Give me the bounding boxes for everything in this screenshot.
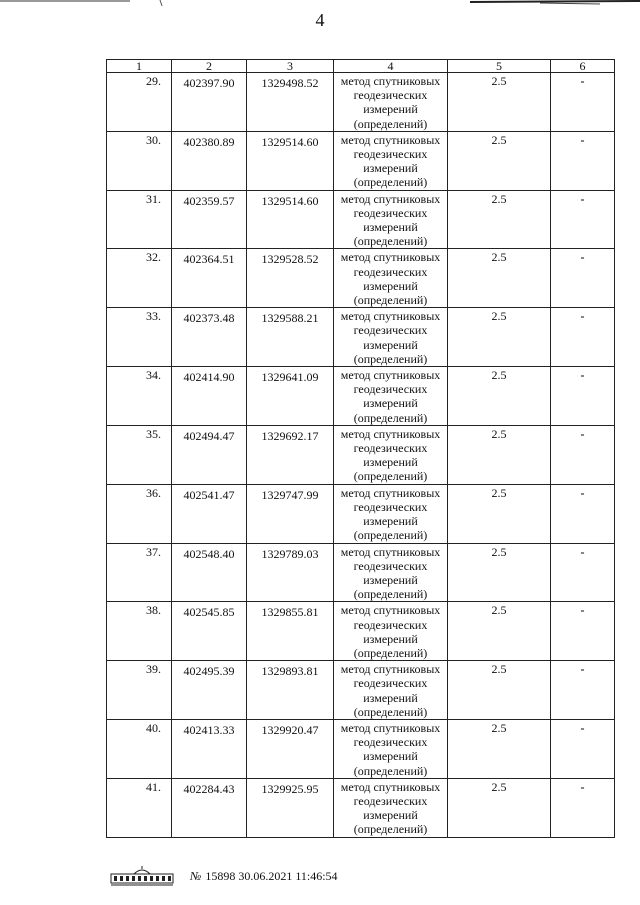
coordinate-y-cell: 1329514.60 [247,190,334,249]
coordinate-x-cell: 402548.40 [172,543,247,602]
emblem-logo [110,865,174,887]
coordinate-y-cell: 1329692.17 [247,425,334,484]
registration-stamp [190,869,338,884]
point-number-cell: 31. [107,190,172,249]
method-cell: метод спутниковых геодезических измерений (определений) [334,308,448,367]
table-row [107,719,615,778]
coordinate-x-cell: 402284.43 [172,778,247,837]
note-cell: - [551,719,615,778]
accuracy-cell: 2.5 [448,543,551,602]
note-cell: - [551,543,615,602]
coordinate-y-cell: 1329498.52 [247,73,334,132]
coordinate-y-cell: 1329641.09 [247,367,334,426]
point-number-cell: 32. [107,249,172,308]
accuracy-cell: 2.5 [448,484,551,543]
accuracy-cell: 2.5 [448,602,551,661]
page-number: 4 [315,10,325,30]
method-cell: метод спутниковых геодезических измерений (определений) [334,367,448,426]
point-number-cell: 38. [107,602,172,661]
point-number-cell: 30. [107,131,172,190]
accuracy-cell: 2.5 [448,73,551,132]
coordinate-y-cell: 1329528.52 [247,249,334,308]
scan-edge-marks [0,0,640,8]
col-header-3: 3 [247,60,334,73]
point-number-cell: 35. [107,425,172,484]
note-cell: - [551,367,615,426]
table-row [107,661,615,720]
note-cell: - [551,602,615,661]
point-number-cell: 33. [107,308,172,367]
note-cell: - [551,484,615,543]
note-cell: - [551,778,615,837]
coordinate-y-cell: 1329855.81 [247,602,334,661]
method-cell: метод спутниковых геодезических измерений (определений) [334,602,448,661]
table-row [107,249,615,308]
note-cell: - [551,308,615,367]
note-cell: - [551,73,615,132]
table-row [107,543,615,602]
accuracy-cell: 2.5 [448,425,551,484]
coordinate-x-cell: 402359.57 [172,190,247,249]
coordinate-x-cell: 402494.47 [172,425,247,484]
table-header-row [107,60,615,73]
document-footer [110,864,338,888]
method-cell: метод спутниковых геодезических измерений (определений) [334,778,448,837]
method-cell: метод спутниковых геодезических измерений (определений) [334,73,448,132]
method-cell: метод спутниковых геодезических измерений (определений) [334,425,448,484]
method-cell: метод спутниковых геодезических измерений (определений) [334,484,448,543]
method-cell: метод спутниковых геодезических измерений (определений) [334,249,448,308]
table-row [107,367,615,426]
col-header-4: 4 [334,60,448,73]
point-number-cell: 37. [107,543,172,602]
method-cell: метод спутниковых геодезических измерений (определений) [334,719,448,778]
coordinate-y-cell: 1329920.47 [247,719,334,778]
table-row [107,425,615,484]
accuracy-cell: 2.5 [448,778,551,837]
table-row [107,190,615,249]
number-sign: № [190,868,202,883]
coordinate-y-cell: 1329893.81 [247,661,334,720]
note-cell: - [551,249,615,308]
coordinate-x-cell: 402364.51 [172,249,247,308]
coordinate-x-cell: 402541.47 [172,484,247,543]
coordinate-y-cell: 1329514.60 [247,131,334,190]
accuracy-cell: 2.5 [448,661,551,720]
coordinate-x-cell: 402397.90 [172,73,247,132]
table-row [107,602,615,661]
coordinate-y-cell: 1329747.99 [247,484,334,543]
table-row [107,778,615,837]
point-number-cell: 41. [107,778,172,837]
coordinates-table [106,59,615,838]
note-cell: - [551,661,615,720]
point-number-cell: 36. [107,484,172,543]
col-header-5: 5 [448,60,551,73]
accuracy-cell: 2.5 [448,308,551,367]
note-cell: - [551,190,615,249]
col-header-2: 2 [172,60,247,73]
table-row [107,73,615,132]
accuracy-cell: 2.5 [448,190,551,249]
coordinate-x-cell: 402495.39 [172,661,247,720]
coordinate-x-cell: 402545.85 [172,602,247,661]
point-number-cell: 34. [107,367,172,426]
note-cell: - [551,131,615,190]
col-header-6: 6 [551,60,615,73]
method-cell: метод спутниковых геодезических измерений (определений) [334,543,448,602]
coordinate-y-cell: 1329588.21 [247,308,334,367]
table-row [107,131,615,190]
table-row [107,308,615,367]
coordinate-x-cell: 402413.33 [172,719,247,778]
coordinate-x-cell: 402380.89 [172,131,247,190]
accuracy-cell: 2.5 [448,249,551,308]
point-number-cell: 40. [107,719,172,778]
coordinate-y-cell: 1329925.95 [247,778,334,837]
point-number-cell: 39. [107,661,172,720]
table-row [107,484,615,543]
accuracy-cell: 2.5 [448,719,551,778]
accuracy-cell: 2.5 [448,367,551,426]
point-number-cell: 29. [107,73,172,132]
accuracy-cell: 2.5 [448,131,551,190]
coordinate-x-cell: 402414.90 [172,367,247,426]
method-cell: метод спутниковых геодезических измерений (определений) [334,190,448,249]
note-cell: - [551,425,615,484]
coordinate-y-cell: 1329789.03 [247,543,334,602]
method-cell: метод спутниковых геодезических измерений (определений) [334,131,448,190]
method-cell: метод спутниковых геодезических измерений (определений) [334,661,448,720]
coordinate-x-cell: 402373.48 [172,308,247,367]
col-header-1: 1 [107,60,172,73]
registration-text: 15898 30.06.2021 11:46:54 [205,868,338,883]
